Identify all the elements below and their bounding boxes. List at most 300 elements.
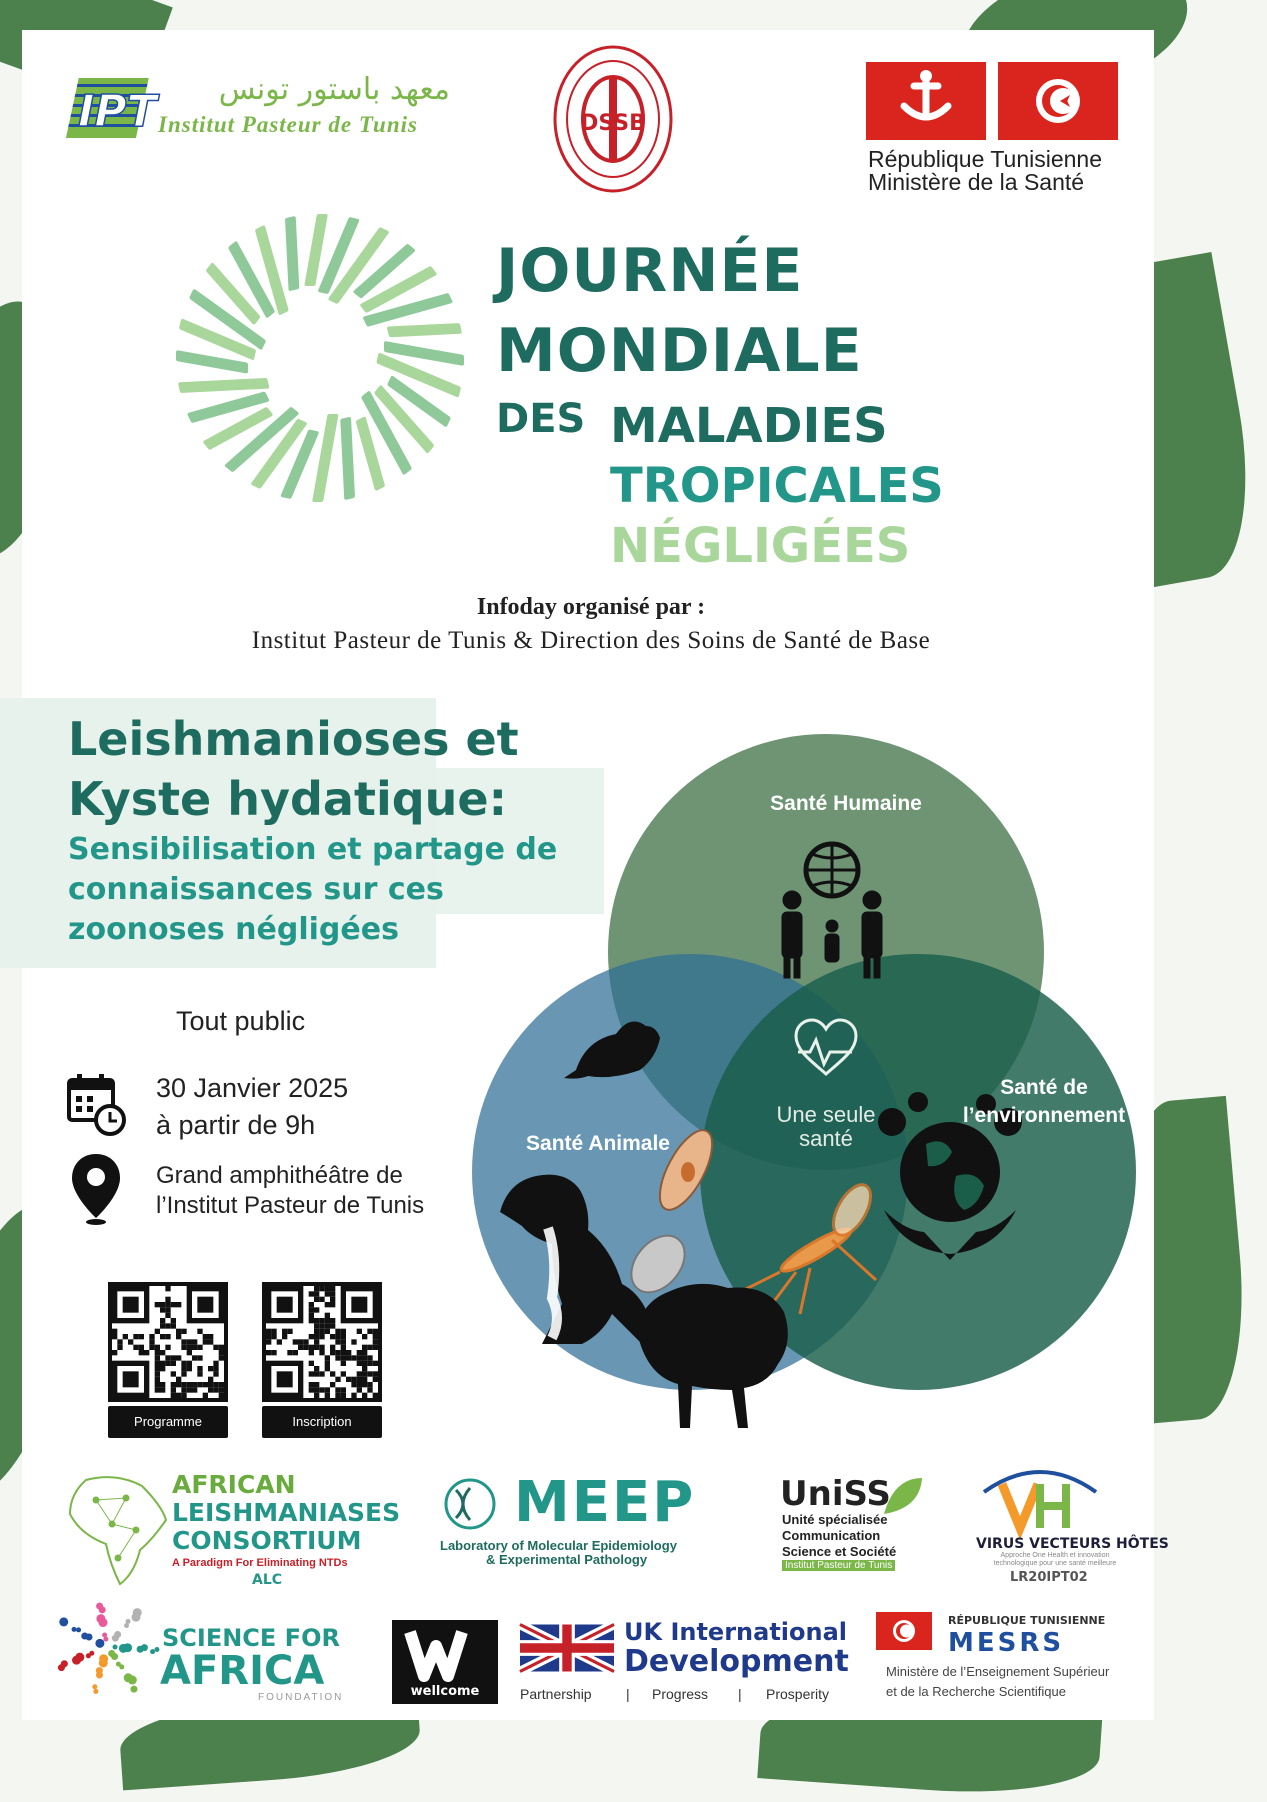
qr-module	[171, 1318, 176, 1323]
uk-separator: |	[626, 1686, 630, 1702]
qr-module	[319, 1345, 324, 1350]
ipt-french-name: Institut Pasteur de Tunis	[158, 112, 418, 137]
venn-center-line1: Une seule	[776, 1102, 876, 1127]
qr-module	[271, 1350, 276, 1355]
qr-module	[181, 1366, 186, 1371]
qr-module	[165, 1313, 170, 1318]
sun-ray	[312, 414, 339, 502]
sfa-dot	[93, 1689, 98, 1694]
sfa-dot	[99, 1654, 108, 1663]
qr-module	[314, 1329, 319, 1334]
uk-flag-icon	[520, 1624, 614, 1672]
qr-module	[171, 1361, 176, 1366]
qr-module	[351, 1377, 356, 1382]
qr-module	[266, 1350, 271, 1355]
qr-module	[197, 1366, 202, 1371]
qr-module	[181, 1371, 186, 1376]
wellcome-text: wellcome	[410, 1684, 480, 1699]
qr-module	[112, 1329, 117, 1334]
meep-logo: MEEP	[514, 1470, 696, 1535]
qr-module	[213, 1387, 218, 1392]
qr-module	[266, 1334, 271, 1339]
sfa-dot	[99, 1606, 106, 1613]
uk-separator: |	[738, 1686, 742, 1702]
qr-module	[309, 1291, 314, 1296]
qr-module	[373, 1334, 378, 1339]
qr-module	[362, 1371, 367, 1376]
qr-module	[319, 1350, 324, 1355]
qr-module	[271, 1329, 276, 1334]
qr-module	[325, 1286, 330, 1291]
venue-line1: Grand amphithéâtre de	[156, 1162, 403, 1189]
venn-label-animal: Santé Animale	[526, 1132, 670, 1155]
dna-circle-icon	[440, 1478, 504, 1532]
wellcome-logo	[392, 1620, 498, 1704]
qr-module	[314, 1366, 319, 1371]
qr-module	[330, 1334, 335, 1339]
qr-module	[149, 1339, 154, 1344]
mesrs-line1: Ministère de l’Enseignement Supérieur	[886, 1664, 1110, 1679]
qr-module	[171, 1302, 176, 1307]
qr-finder	[277, 1371, 293, 1387]
qr-module	[208, 1382, 213, 1387]
qr-module	[160, 1307, 165, 1312]
qr-module	[160, 1302, 165, 1307]
qr-module	[330, 1382, 335, 1387]
qr-module	[176, 1302, 181, 1307]
qr-module	[309, 1387, 314, 1392]
qr-module	[309, 1345, 314, 1350]
qr-module	[213, 1361, 218, 1366]
qr-module	[319, 1334, 324, 1339]
qr-finder	[197, 1297, 213, 1313]
sfa-dot	[92, 1684, 97, 1689]
qr-module	[319, 1297, 324, 1302]
qr-module	[219, 1345, 224, 1350]
sfa-dot	[72, 1627, 77, 1632]
qr-module	[314, 1291, 319, 1296]
qr-module	[362, 1355, 367, 1360]
qr-module	[155, 1382, 160, 1387]
qr-module	[325, 1387, 330, 1392]
qr-module	[144, 1350, 149, 1355]
qr-module	[197, 1355, 202, 1360]
qr-module	[314, 1345, 319, 1350]
vvh-tagline1: Approche One Health et innovation	[1000, 1552, 1110, 1559]
qr-module	[287, 1329, 292, 1334]
qr-module	[203, 1382, 208, 1387]
qr-module	[341, 1334, 346, 1339]
alc-abbr: ALC	[252, 1572, 283, 1588]
qr-module	[165, 1286, 170, 1291]
uk-prosperity: Prosperity	[766, 1686, 830, 1702]
qr-module	[373, 1371, 378, 1376]
qr-module	[155, 1366, 160, 1371]
sfa-dot	[113, 1645, 118, 1650]
venue-line2: l’Institut Pasteur de Tunis	[156, 1192, 425, 1219]
qr-module	[155, 1302, 160, 1307]
qr-module	[165, 1361, 170, 1366]
qr-module	[187, 1361, 192, 1366]
ministry-emblem	[866, 62, 986, 140]
sun-ray	[387, 323, 462, 337]
qr-module	[335, 1339, 340, 1344]
qr-module	[208, 1339, 213, 1344]
ntd-sun-logo-icon	[170, 208, 470, 508]
qr-module	[266, 1329, 271, 1334]
qr-module	[309, 1334, 314, 1339]
qr-module	[303, 1345, 308, 1350]
qr-module	[187, 1350, 192, 1355]
mesrs-republic: RÉPUBLIQUE TUNISIENNE	[948, 1614, 1106, 1627]
qr-module	[373, 1329, 378, 1334]
qr-module	[357, 1355, 362, 1360]
qr-module	[266, 1339, 271, 1344]
qr-module	[287, 1350, 292, 1355]
qr-module	[362, 1366, 367, 1371]
qr-module	[341, 1361, 346, 1366]
qr-module	[165, 1345, 170, 1350]
qr-module	[335, 1355, 340, 1360]
sfa-line3: FOUNDATION	[258, 1692, 344, 1703]
venn-label-human: Santé Humaine	[770, 792, 922, 815]
dssb-seal-icon	[552, 44, 674, 194]
qr-module	[160, 1334, 165, 1339]
qr-module	[133, 1334, 138, 1339]
qr-module	[367, 1387, 372, 1392]
qr-module	[112, 1350, 117, 1355]
sfa-dot	[108, 1650, 115, 1657]
ipt-mark-text: IPT	[78, 86, 157, 137]
qr-module	[314, 1323, 319, 1328]
qr-module	[282, 1334, 287, 1339]
qr-module	[139, 1350, 144, 1355]
qr-module	[160, 1387, 165, 1392]
qr-module	[197, 1371, 202, 1376]
qr-module	[213, 1382, 218, 1387]
qr-module	[197, 1345, 202, 1350]
qr-module	[187, 1345, 192, 1350]
qr-module	[330, 1345, 335, 1350]
qr-finder	[277, 1297, 293, 1313]
programme-qr-code[interactable]	[108, 1282, 228, 1402]
qr-module	[367, 1345, 372, 1350]
qr-module	[325, 1313, 330, 1318]
ipt-arabic-name: معهد باستور تونس	[218, 72, 450, 107]
qr-module	[117, 1345, 122, 1350]
organizer-label: Infoday organisé par :	[476, 594, 706, 620]
qr-module	[341, 1350, 346, 1355]
uk-line2: Development	[624, 1644, 849, 1679]
qr-module	[309, 1350, 314, 1355]
qr-module	[293, 1350, 298, 1355]
qr-module	[319, 1323, 324, 1328]
theme-heading1: Leishmanioses et	[68, 712, 519, 766]
qr-module	[319, 1286, 324, 1291]
qr-module	[319, 1329, 324, 1334]
qr-module	[341, 1355, 346, 1360]
qr-module	[341, 1387, 346, 1392]
qr-module	[325, 1302, 330, 1307]
vvh-logo-icon	[980, 1464, 1100, 1534]
qr-module	[314, 1393, 319, 1398]
qr-module	[341, 1371, 346, 1376]
qr-module	[298, 1339, 303, 1344]
qr-module	[181, 1387, 186, 1392]
tunisia-flag-icon	[998, 62, 1118, 140]
qr-module	[187, 1366, 192, 1371]
qr-module	[309, 1307, 314, 1312]
qr-module	[181, 1339, 186, 1344]
qr-module	[325, 1291, 330, 1296]
qr-module	[373, 1393, 378, 1398]
qr-module	[213, 1371, 218, 1376]
qr-module	[203, 1334, 208, 1339]
qr-module	[282, 1329, 287, 1334]
qr-module	[219, 1355, 224, 1360]
qr-module	[149, 1345, 154, 1350]
qr-module	[155, 1355, 160, 1360]
qr-module	[181, 1361, 186, 1366]
qr-module	[171, 1393, 176, 1398]
qr-module	[314, 1371, 319, 1376]
venn-label-env1: Santé de	[1000, 1076, 1088, 1099]
qr-module	[341, 1345, 346, 1350]
qr-module	[176, 1355, 181, 1360]
vvh-name: VIRUS VECTEURS HÔTES	[976, 1536, 1169, 1552]
qr-module	[192, 1345, 197, 1350]
qr-module	[373, 1339, 378, 1344]
qr-finder	[123, 1371, 139, 1387]
sfa-dot	[99, 1618, 108, 1627]
qr-module	[219, 1387, 224, 1392]
qr-module	[330, 1297, 335, 1302]
qr-module	[351, 1393, 356, 1398]
qr-module	[362, 1345, 367, 1350]
qr-module	[367, 1329, 372, 1334]
qr-module	[139, 1334, 144, 1339]
qr-module	[367, 1382, 372, 1387]
title-line4: TROPICALES	[610, 458, 944, 514]
qr-module	[165, 1302, 170, 1307]
qr-module	[171, 1323, 176, 1328]
sfa-dot	[124, 1623, 129, 1628]
location-pin-icon	[70, 1152, 122, 1228]
qr-module	[293, 1339, 298, 1344]
qr-module	[133, 1345, 138, 1350]
qr-module	[330, 1302, 335, 1307]
qr-module	[208, 1334, 213, 1339]
sfa-dot	[116, 1662, 121, 1667]
qr-module	[160, 1382, 165, 1387]
uniss-line4: Institut Pasteur de Tunis	[782, 1560, 895, 1571]
qr-module	[155, 1361, 160, 1366]
qr-module	[351, 1355, 356, 1360]
audience: Tout public	[176, 1006, 306, 1036]
event-time: à partir de 9h	[156, 1110, 316, 1140]
qr-module	[362, 1334, 367, 1339]
qr-module	[165, 1297, 170, 1302]
qr-module	[357, 1377, 362, 1382]
sheep-icon	[638, 1284, 788, 1428]
theme-sub2: connaissances sur ces	[68, 872, 444, 907]
qr-module	[335, 1393, 340, 1398]
mesrs-line2: et de la Recherche Scientifique	[886, 1684, 1066, 1699]
vvh-tagline2: technologique pour une santé meilleure	[993, 1560, 1117, 1567]
qr-module	[330, 1371, 335, 1376]
qr-module	[192, 1339, 197, 1344]
qr-module	[325, 1393, 330, 1398]
alc-tagline: A Paradigm For Eliminating NTDs	[172, 1557, 348, 1569]
qr-module	[271, 1334, 276, 1339]
uniss-line2: Communication	[782, 1528, 881, 1543]
title-line2: MONDIALE	[496, 316, 863, 386]
dssb-mark: DSSB	[580, 111, 646, 136]
qr-module	[181, 1393, 186, 1398]
uniss-line3: Science et Société	[782, 1544, 897, 1559]
meep-sub2: & Experimental Pathology	[486, 1552, 648, 1567]
science-for-africa-dots-icon	[52, 1592, 162, 1702]
qr-module	[192, 1355, 197, 1360]
qr-module	[346, 1355, 351, 1360]
qr-module	[319, 1387, 324, 1392]
qr-module	[325, 1323, 330, 1328]
mesrs-flag-icon	[876, 1612, 932, 1650]
qr-module	[171, 1355, 176, 1360]
qr-module	[277, 1339, 282, 1344]
qr-module	[362, 1350, 367, 1355]
qr-module	[298, 1345, 303, 1350]
qr-module	[219, 1350, 224, 1355]
qr-module	[165, 1334, 170, 1339]
qr-module	[373, 1361, 378, 1366]
qr-module	[112, 1334, 117, 1339]
qr-module	[197, 1382, 202, 1387]
qr-module	[319, 1371, 324, 1376]
qr-module	[123, 1334, 128, 1339]
qr-module	[314, 1387, 319, 1392]
qr-module	[155, 1377, 160, 1382]
qr-module	[187, 1382, 192, 1387]
alc-line3: CONSORTIUM	[172, 1526, 362, 1555]
sfa-dot	[61, 1660, 68, 1667]
sun-ray	[340, 417, 355, 501]
qr-module	[303, 1339, 308, 1344]
uk-partnership: Partnership	[520, 1686, 592, 1702]
sfa-dot	[76, 1627, 81, 1632]
qr-module	[330, 1323, 335, 1328]
calendar-clock-icon	[66, 1072, 128, 1138]
qr-module	[346, 1350, 351, 1355]
vvh-code: LR20IPT02	[1010, 1570, 1088, 1585]
alc-line1: AFRICAN	[172, 1470, 296, 1499]
qr-module	[309, 1361, 314, 1366]
qr-module	[335, 1329, 340, 1334]
sun-ray	[178, 378, 270, 393]
qr-module	[314, 1382, 319, 1387]
qr-module	[160, 1366, 165, 1371]
sfa-dot	[112, 1635, 119, 1642]
qr-module	[330, 1291, 335, 1296]
qr-module	[346, 1377, 351, 1382]
title-line3: MALADIES	[610, 398, 888, 454]
sfa-dot	[137, 1646, 144, 1653]
qr-module	[309, 1302, 314, 1307]
sfa-dot	[95, 1639, 104, 1648]
qr-module	[335, 1334, 340, 1339]
qr-module	[357, 1350, 362, 1355]
qr-module	[192, 1387, 197, 1392]
qr-module	[160, 1318, 165, 1323]
qr-module	[128, 1339, 133, 1344]
qr-module	[176, 1382, 181, 1387]
sfa-dot	[119, 1644, 128, 1653]
qr-module	[181, 1345, 186, 1350]
qr-module	[341, 1339, 346, 1344]
qr-module	[314, 1334, 319, 1339]
qr-module	[314, 1297, 319, 1302]
qr-module	[335, 1350, 340, 1355]
qr-module	[362, 1361, 367, 1366]
qr-module	[208, 1377, 213, 1382]
qr-module	[362, 1393, 367, 1398]
sfa-dot	[89, 1651, 94, 1656]
qr-module	[176, 1334, 181, 1339]
qr-finder	[123, 1297, 139, 1313]
qr-module	[319, 1318, 324, 1323]
meep-sub1: Laboratory of Molecular Epidemiology	[440, 1538, 677, 1553]
qr-module	[213, 1345, 218, 1350]
qr-module	[314, 1307, 319, 1312]
qr-module	[160, 1361, 165, 1366]
sfa-dot	[150, 1649, 155, 1654]
qr-module	[176, 1329, 181, 1334]
qr-module	[314, 1318, 319, 1323]
sfa-dot	[75, 1653, 84, 1662]
qr-module	[325, 1355, 330, 1360]
qr-module	[325, 1329, 330, 1334]
alc-line2: LEISHMANIASES	[172, 1498, 401, 1527]
inscription-qr-code[interactable]	[262, 1282, 382, 1402]
sfa-dot	[130, 1686, 137, 1693]
inscription-qr-label[interactable]: Inscription	[262, 1406, 382, 1438]
qr-module	[325, 1366, 330, 1371]
qr-finder	[351, 1297, 367, 1313]
venn-center-line2: santé	[799, 1126, 853, 1151]
programme-qr-label[interactable]: Programme	[108, 1406, 228, 1438]
qr-module	[341, 1329, 346, 1334]
qr-module	[171, 1382, 176, 1387]
qr-module	[351, 1382, 356, 1387]
qr-module	[357, 1382, 362, 1387]
qr-module	[357, 1387, 362, 1392]
qr-module	[208, 1366, 213, 1371]
qr-module	[160, 1323, 165, 1328]
qr-module	[176, 1377, 181, 1382]
qr-module	[213, 1366, 218, 1371]
qr-module	[176, 1393, 181, 1398]
qr-module	[203, 1339, 208, 1344]
sfa-dot	[86, 1633, 93, 1640]
qr-module	[117, 1339, 122, 1344]
qr-module	[330, 1318, 335, 1323]
qr-module	[309, 1371, 314, 1376]
uk-line1: UK International	[624, 1618, 848, 1646]
sfa-dot	[132, 1613, 141, 1622]
uk-progress: Progress	[652, 1686, 709, 1702]
qr-module	[165, 1355, 170, 1360]
qr-module	[187, 1339, 192, 1344]
